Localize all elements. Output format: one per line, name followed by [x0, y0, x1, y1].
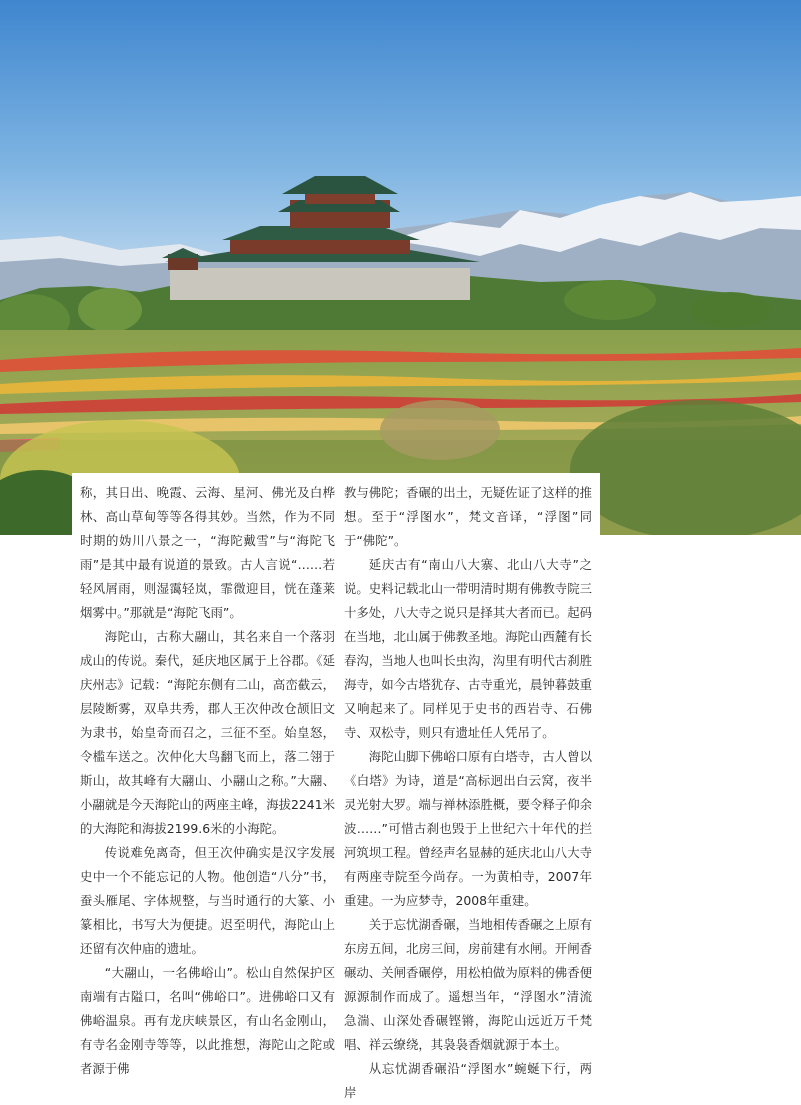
paragraph: “大翮山，一名佛峪山”。松山自然保护区南端有古隘口，名叫“佛峪口”。进佛峪口又有佛峪温泉。再有龙庆峡景区，有山名金刚山，有寺名金刚寺等等，以此推想，海陀山之陀或者源于佛	[80, 965, 335, 1076]
paragraph: 海陀山，古称大翮山，其名来自一个落羽成山的传说。秦代，延庆地区属于上谷郡。《延庆州志》记载：“海陀东侧有二山，高峦截云，层陵断雾，双阜共秀，郡人王次仲改仓颉旧文为隶书，始皇奇而召之，三征不至。始皇怒，令槛车送之。次仲化大鸟翻飞而上，落二翎于斯山，故其峰有大翮山、小翮山之称。”大翮、小翮就是今天海陀山的两座主峰，海拔2241米的大海陀和海拔2199.6米的小海陀。	[80, 629, 335, 836]
paragraph: 教与佛陀；香碾的出土，无疑佐证了这样的推想。至于“浮图水”，梵文音译，“浮图”同于“佛陀”。	[344, 485, 592, 548]
paragraph: 海陀山脚下佛峪口原有白塔寺，古人曾以《白塔》为诗，道是“高标迥出白云窝，夜半灵光射大罗。端与禅林添胜概，要令释子仰余波……”可惜古刹也毁于上世纪六十年代的拦河筑坝工程。曾经声名显赫的延庆北山八大寺有两座寺院至今尚存。一为黄柏寺，2007年重建。一为应梦寺，2008年重建。	[344, 749, 592, 908]
paragraph: 从忘忧湖香碾沿“浮图水”蜿蜒下行，两岸	[344, 1061, 592, 1100]
hero-photo	[0, 0, 801, 535]
paragraph: 称，其日出、晚霞、云海、星河、佛光及白桦林、高山草甸等等各得其妙。当然，作为不同时期的妫川八景之一，“海陀戴雪”与“海陀飞雨”是其中最有说道的景致。古人言说“……若轻风屑雨，则湿霭轻岚，霏微迎目，恍在蓬莱烟雾中。”那就是“海陀飞雨”。	[80, 485, 335, 620]
paragraph: 延庆古有“南山八大寨、北山八大寺”之说。史料记载北山一带明清时期有佛教寺院三十多处，八大寺之说只是择其大者而已。起码在当地，北山属于佛教圣地。海陀山西麓有长春沟，当地人也叫长虫沟，沟里有明代古刹胜海寺，如今古塔犹存、古寺重光，晨钟暮鼓重又响起来了。同样见于史书的西岩寺、石佛寺、双松寺，则只有遗址任人凭吊了。	[344, 557, 592, 740]
paragraph: 传说难免离奇，但王次仲确实是汉字发展史中一个不能忘记的人物。他创造“八分”书，蚕头雁尾、字体规整，与当时通行的大篆、小篆相比，书写大为便捷。迟至明代，海陀山上还留有次仲庙的遗址。	[80, 845, 335, 956]
article-column-left	[72, 473, 343, 1081]
paragraph: 关于忘忧湖香碾，当地相传香碾之上原有东房五间，北房三间，房前建有水闸。开闸香碾动、关闸香碾停，用松柏做为原料的佛香便源源制作而成了。遥想当年，“浮图水”清流急湍、山深处香碾铿锵，海陀山远近万千梵唱、祥云缭绕，其袅袅香烟就源于本土。	[344, 917, 592, 1052]
article-column-right	[336, 473, 600, 1105]
